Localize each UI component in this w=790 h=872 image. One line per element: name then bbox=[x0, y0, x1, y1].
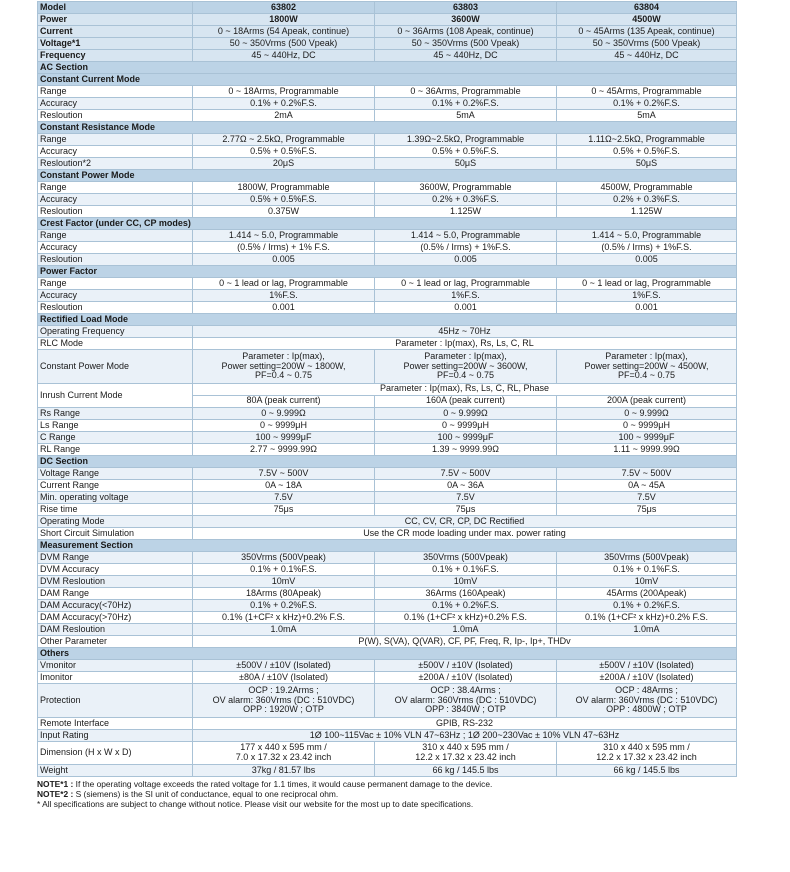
spec-row bbox=[38, 504, 737, 516]
row-value: OCP : 48Arms ; OV alarm: 360Vrms (DC : 510VDC) OPP : 4800W ; OTP bbox=[557, 684, 737, 718]
group-title: Constant Current Mode bbox=[38, 74, 737, 86]
row-value: 7.5V bbox=[557, 492, 737, 504]
row-value: 45 ~ 440Hz, DC bbox=[193, 50, 375, 62]
section-title: Measurement Section bbox=[38, 540, 737, 552]
row-value: 310 x 440 x 595 mm / 12.2 x 17.32 x 23.42 inch bbox=[375, 742, 557, 765]
row-label: Accuracy bbox=[38, 290, 193, 302]
row-label: Range bbox=[38, 134, 193, 146]
row-value: 1.125W bbox=[557, 206, 737, 218]
spec-row bbox=[38, 480, 737, 492]
row-label: DVM Accuracy bbox=[38, 564, 193, 576]
spec-row bbox=[38, 468, 737, 480]
row-value: 4500W, Programmable bbox=[557, 182, 737, 194]
group-title: Constant Power Mode bbox=[38, 170, 737, 182]
group-header bbox=[38, 74, 737, 86]
spec-row bbox=[38, 600, 737, 612]
spec-row bbox=[38, 158, 737, 170]
row-value-span: 1Ø 100~115Vac ± 10% VLN 47~63Hz ; 1Ø 200~230Vac ± 10% VLN 47~63Hz bbox=[193, 730, 737, 742]
row-value: 0.375W bbox=[193, 206, 375, 218]
section-title: AC Section bbox=[38, 62, 737, 74]
row-value: 2.77Ω ~ 2.5kΩ, Programmable bbox=[193, 134, 375, 146]
note-line bbox=[37, 799, 736, 809]
row-value: 1.0mA bbox=[193, 624, 375, 636]
spec-row bbox=[38, 742, 737, 765]
row-label: Rs Range bbox=[38, 408, 193, 420]
note-line bbox=[37, 779, 736, 789]
row-value: 0.1% + 0.2%F.S. bbox=[193, 600, 375, 612]
row-value: 0 ~ 1 lead or lag, Programmable bbox=[375, 278, 557, 290]
spec-row bbox=[38, 552, 737, 564]
row-value: 0A ~ 45A bbox=[557, 480, 737, 492]
note-text: If the operating voltage exceeds the rated voltage for 1.1 times, it would cause permanent damage to the device. bbox=[73, 779, 493, 789]
row-value: 75μs bbox=[193, 504, 375, 516]
row-value: 3600W, Programmable bbox=[375, 182, 557, 194]
note-text: S (siemens) is the SI unit of conductance, equal to one reciprocal ohm. bbox=[73, 789, 339, 799]
row-value: 10mV bbox=[557, 576, 737, 588]
row-label: Resloution bbox=[38, 110, 193, 122]
row-value: 1.414 ~ 5.0, Programmable bbox=[557, 230, 737, 242]
group-header bbox=[38, 170, 737, 182]
row-value: 0 ~ 9.999Ω bbox=[375, 408, 557, 420]
row-value: 0.1% + 0.2%F.S. bbox=[557, 600, 737, 612]
row-label: Imonitor bbox=[38, 672, 193, 684]
row-label: Current Range bbox=[38, 480, 193, 492]
row-value: 100 ~ 9999μF bbox=[375, 432, 557, 444]
row-value-span: P(W), S(VA), Q(VAR), CF, PF, Freq, R, Ip-, Ip+, THDv bbox=[193, 636, 737, 648]
spec-row bbox=[38, 660, 737, 672]
spec-row bbox=[38, 338, 737, 350]
spec-row bbox=[38, 420, 737, 432]
row-value: 45Arms (200Apeak) bbox=[557, 588, 737, 600]
row-value: 0.001 bbox=[193, 302, 375, 314]
row-label: DVM Range bbox=[38, 552, 193, 564]
row-label: Rise time bbox=[38, 504, 193, 516]
spec-row bbox=[38, 302, 737, 314]
group-title: Power Factor bbox=[38, 266, 737, 278]
row-value-span: 45Hz ~ 70Hz bbox=[193, 326, 737, 338]
spec-row bbox=[38, 684, 737, 718]
row-value: 0 ~ 9.999Ω bbox=[193, 408, 375, 420]
spec-row bbox=[38, 672, 737, 684]
row-value: 75μs bbox=[557, 504, 737, 516]
row-label: Protection bbox=[38, 684, 193, 718]
spec-row bbox=[38, 718, 737, 730]
row-value: ±80A / ±10V (Isolated) bbox=[193, 672, 375, 684]
spec-row bbox=[38, 516, 737, 528]
row-value: 0.005 bbox=[557, 254, 737, 266]
row-value: 1%F.S. bbox=[557, 290, 737, 302]
row-value: 0 ~ 18Arms (54 Apeak, continue) bbox=[193, 26, 375, 38]
row-label: Range bbox=[38, 230, 193, 242]
row-label: Range bbox=[38, 86, 193, 98]
row-value: 0.1% + 0.1%F.S. bbox=[375, 564, 557, 576]
row-value-span: Parameter : Ip(max), Rs, Ls, C, RL bbox=[193, 338, 737, 350]
row-value: 0 ~ 9999μH bbox=[557, 420, 737, 432]
spec-row bbox=[38, 26, 737, 38]
row-value: 0.5% + 0.5%F.S. bbox=[193, 194, 375, 206]
row-value: 0 ~ 1 lead or lag, Programmable bbox=[557, 278, 737, 290]
section-header bbox=[38, 62, 737, 74]
row-value: 350Vrms (500Vpeak) bbox=[557, 552, 737, 564]
row-value: 0.5% + 0.5%F.S. bbox=[375, 146, 557, 158]
row-label: RLC Mode bbox=[38, 338, 193, 350]
row-value-span: Parameter : Ip(max), Rs, Ls, C, RL, Phase bbox=[193, 384, 736, 396]
row-label: DAM Range bbox=[38, 588, 193, 600]
row-label: Resloution*2 bbox=[38, 158, 193, 170]
note-tag: NOTE*2 : bbox=[37, 789, 74, 799]
row-value-span: Use the CR mode loading under max. power rating bbox=[193, 528, 737, 540]
row-value: 50μS bbox=[375, 158, 557, 170]
row-value: Parameter : Ip(max), Power setting=200W ~ 1800W, PF=0.4 ~ 0.75 bbox=[193, 350, 375, 384]
row-value: ±500V / ±10V (Isolated) bbox=[557, 660, 737, 672]
row-label: Constant Power Mode bbox=[38, 350, 193, 384]
row-value: 0.005 bbox=[375, 254, 557, 266]
row-value: 50 ~ 350Vrms (500 Vpeak) bbox=[557, 38, 737, 50]
row-value: (0.5% / Irms) + 1% F.S. bbox=[193, 242, 375, 254]
row-value: 1.11Ω~2.5kΩ, Programmable bbox=[557, 134, 737, 146]
specification-table bbox=[37, 1, 737, 777]
spec-row bbox=[38, 254, 737, 266]
row-value: 0 ~ 36Arms (108 Apeak, continue) bbox=[375, 26, 557, 38]
section-header bbox=[38, 540, 737, 552]
row-label: DVM Resloution bbox=[38, 576, 193, 588]
row-value: OCP : 19.2Arms ; OV alarm: 360Vrms (DC : 510VDC) OPP : 1920W ; OTP bbox=[193, 684, 375, 718]
spec-row bbox=[38, 194, 737, 206]
row-label: Min. operating voltage bbox=[38, 492, 193, 504]
row-value: 50 ~ 350Vrms (500 Vpeak) bbox=[375, 38, 557, 50]
spec-row bbox=[38, 242, 737, 254]
row-value: 7.5V ~ 500V bbox=[375, 468, 557, 480]
group-header bbox=[38, 122, 737, 134]
row-value: 0.001 bbox=[375, 302, 557, 314]
row-value: (0.5% / Irms) + 1%F.S. bbox=[375, 242, 557, 254]
header-label: Model bbox=[38, 2, 193, 14]
row-value: 0 ~ 18Arms, Programmable bbox=[193, 86, 375, 98]
row-value: 0 ~ 9999μH bbox=[375, 420, 557, 432]
row-value: 0.1% (1+CF² x kHz)+0.2% F.S. bbox=[193, 612, 375, 624]
row-value: 7.5V bbox=[193, 492, 375, 504]
row-value: 36Arms (160Apeak) bbox=[375, 588, 557, 600]
row-value: 1.11 ~ 9999.99Ω bbox=[557, 444, 737, 456]
row-value: 75μs bbox=[375, 504, 557, 516]
row-label: DAM Accuracy(<70Hz) bbox=[38, 600, 193, 612]
spec-row bbox=[38, 636, 737, 648]
row-value: 0 ~ 36Arms, Programmable bbox=[375, 86, 557, 98]
row-value: 1%F.S. bbox=[193, 290, 375, 302]
row-value: 1.39 ~ 9999.99Ω bbox=[375, 444, 557, 456]
row-value: 1.0mA bbox=[375, 624, 557, 636]
row-value: ±500V / ±10V (Isolated) bbox=[193, 660, 375, 672]
group-header bbox=[38, 314, 737, 326]
group-header bbox=[38, 266, 737, 278]
row-value: 0.1% + 0.2%F.S. bbox=[193, 98, 375, 110]
row-label: Short Circuit Simulation bbox=[38, 528, 193, 540]
spec-row bbox=[38, 576, 737, 588]
spec-row bbox=[38, 624, 737, 636]
row-label: Operating Mode bbox=[38, 516, 193, 528]
row-value: 100 ~ 9999μF bbox=[193, 432, 375, 444]
row-label: Vmonitor bbox=[38, 660, 193, 672]
row-value: 0.1% + 0.2%F.S. bbox=[557, 98, 737, 110]
row-label: Accuracy bbox=[38, 98, 193, 110]
section-header bbox=[38, 648, 737, 660]
group-title: Crest Factor (under CC, CP modes) bbox=[38, 218, 737, 230]
row-value: 0.1% (1+CF² x kHz)+0.2% F.S. bbox=[557, 612, 737, 624]
row-value: 10mV bbox=[193, 576, 375, 588]
row-label: Accuracy bbox=[38, 146, 193, 158]
spec-row bbox=[38, 730, 737, 742]
model-name: 63804 bbox=[557, 2, 737, 14]
row-value: 177 x 440 x 595 mm / 7.0 x 17.32 x 23.42 inch bbox=[193, 742, 375, 765]
row-value: 37kg / 81.57 lbs bbox=[193, 765, 375, 777]
row-value: 0.1% + 0.2%F.S. bbox=[375, 98, 557, 110]
spec-row bbox=[38, 86, 737, 98]
row-value: Parameter : Ip(max), Power setting=200W ~ 3600W, PF=0.4 ~ 0.75 bbox=[375, 350, 557, 384]
row-value-split bbox=[193, 384, 737, 408]
note-line bbox=[37, 789, 736, 799]
row-value: ±200A / ±10V (Isolated) bbox=[375, 672, 557, 684]
row-value: 1.39Ω~2.5kΩ, Programmable bbox=[375, 134, 557, 146]
row-value: 7.5V ~ 500V bbox=[557, 468, 737, 480]
row-label: RL Range bbox=[38, 444, 193, 456]
row-value: 5mA bbox=[557, 110, 737, 122]
row-value: 45 ~ 440Hz, DC bbox=[557, 50, 737, 62]
row-value: 0.1% + 0.1%F.S. bbox=[557, 564, 737, 576]
spec-row bbox=[38, 528, 737, 540]
spec-row bbox=[38, 384, 737, 408]
row-value: 0A ~ 36A bbox=[375, 480, 557, 492]
spec-row bbox=[38, 134, 737, 146]
row-label: Ls Range bbox=[38, 420, 193, 432]
spec-row bbox=[38, 230, 737, 242]
spec-row bbox=[38, 206, 737, 218]
row-value: 45 ~ 440Hz, DC bbox=[375, 50, 557, 62]
row-value: 4500W bbox=[557, 14, 737, 26]
row-label: Accuracy bbox=[38, 242, 193, 254]
row-value: 5mA bbox=[375, 110, 557, 122]
row-label: Dimension (H x W x D) bbox=[38, 742, 193, 765]
spec-row bbox=[38, 408, 737, 420]
row-value: 0 ~ 1 lead or lag, Programmable bbox=[193, 278, 375, 290]
row-label: DAM Resloution bbox=[38, 624, 193, 636]
row-value: 1.0mA bbox=[557, 624, 737, 636]
specification-table-body bbox=[38, 2, 737, 777]
section-title: Others bbox=[38, 648, 737, 660]
row-label: Accuracy bbox=[38, 194, 193, 206]
row-label: Weight bbox=[38, 765, 193, 777]
row-label: Frequency bbox=[38, 50, 193, 62]
row-value: 0.2% + 0.3%F.S. bbox=[557, 194, 737, 206]
row-value: 80A (peak current) bbox=[193, 396, 375, 407]
row-value: Parameter : Ip(max), Power setting=200W ~ 4500W, PF=0.4 ~ 0.75 bbox=[557, 350, 737, 384]
row-value: 50 ~ 350Vrms (500 Vpeak) bbox=[193, 38, 375, 50]
row-value: 0 ~ 45Arms, Programmable bbox=[557, 86, 737, 98]
model-name: 63803 bbox=[375, 2, 557, 14]
row-value-span: CC, CV, CR, CP, DC Rectified bbox=[193, 516, 737, 528]
spec-row bbox=[38, 326, 737, 338]
row-label: Voltage*1 bbox=[38, 38, 193, 50]
row-value: 2.77 ~ 9999.99Ω bbox=[193, 444, 375, 456]
group-header bbox=[38, 218, 737, 230]
row-value: 1.125W bbox=[375, 206, 557, 218]
spec-row bbox=[38, 278, 737, 290]
row-label: Resloution bbox=[38, 206, 193, 218]
spec-row bbox=[38, 612, 737, 624]
spec-row bbox=[38, 564, 737, 576]
spec-row bbox=[38, 14, 737, 26]
row-value: (0.5% / Irms) + 1%F.S. bbox=[557, 242, 737, 254]
row-value: 160A (peak current) bbox=[375, 396, 557, 407]
model-name: 63802 bbox=[193, 2, 375, 14]
row-value: 350Vrms (500Vpeak) bbox=[193, 552, 375, 564]
row-label: Range bbox=[38, 182, 193, 194]
spec-row bbox=[38, 182, 737, 194]
row-label: Resloution bbox=[38, 254, 193, 266]
notes bbox=[37, 779, 736, 809]
row-value: ±500V / ±10V (Isolated) bbox=[375, 660, 557, 672]
section-header bbox=[38, 456, 737, 468]
row-value: 20μS bbox=[193, 158, 375, 170]
row-value: 66 kg / 145.5 lbs bbox=[375, 765, 557, 777]
row-label: C Range bbox=[38, 432, 193, 444]
row-label: Input Rating bbox=[38, 730, 193, 742]
row-value: 100 ~ 9999μF bbox=[557, 432, 737, 444]
row-label: DAM Accuracy(>70Hz) bbox=[38, 612, 193, 624]
row-value: 350Vrms (500Vpeak) bbox=[375, 552, 557, 564]
row-label: Range bbox=[38, 278, 193, 290]
row-value: 0.1% (1+CF² x kHz)+0.2% F.S. bbox=[375, 612, 557, 624]
row-label: Inrush Current Mode bbox=[38, 384, 193, 408]
spec-row bbox=[38, 444, 737, 456]
row-value: 0 ~ 45Arms (135 Apeak, continue) bbox=[557, 26, 737, 38]
row-value: 10mV bbox=[375, 576, 557, 588]
spec-sheet bbox=[37, 1, 736, 809]
row-value: 0.2% + 0.3%F.S. bbox=[375, 194, 557, 206]
header-row bbox=[38, 2, 737, 14]
row-value: 7.5V ~ 500V bbox=[193, 468, 375, 480]
spec-row bbox=[38, 146, 737, 158]
row-value: 310 x 440 x 595 mm / 12.2 x 17.32 x 23.42 inch bbox=[557, 742, 737, 765]
row-value: 18Arms (80Apeak) bbox=[193, 588, 375, 600]
row-value: 0.1% + 0.1%F.S. bbox=[193, 564, 375, 576]
spec-row bbox=[38, 765, 737, 777]
spec-row bbox=[38, 588, 737, 600]
row-label: Operating Frequency bbox=[38, 326, 193, 338]
spec-row bbox=[38, 50, 737, 62]
row-label: Remote Interface bbox=[38, 718, 193, 730]
row-value: 1.414 ~ 5.0, Programmable bbox=[193, 230, 375, 242]
row-value: 0.5% + 0.5%F.S. bbox=[193, 146, 375, 158]
row-value: 0 ~ 9.999Ω bbox=[557, 408, 737, 420]
row-value: 2mA bbox=[193, 110, 375, 122]
spec-row bbox=[38, 98, 737, 110]
row-value: 1800W bbox=[193, 14, 375, 26]
row-value: 50μS bbox=[557, 158, 737, 170]
row-value: 0.5% + 0.5%F.S. bbox=[557, 146, 737, 158]
row-value: ±200A / ±10V (Isolated) bbox=[557, 672, 737, 684]
row-value: 66 kg / 145.5 lbs bbox=[557, 765, 737, 777]
section-title: DC Section bbox=[38, 456, 737, 468]
spec-row bbox=[38, 38, 737, 50]
row-label: Current bbox=[38, 26, 193, 38]
row-value: 7.5V bbox=[375, 492, 557, 504]
row-value-span: GPIB, RS-232 bbox=[193, 718, 737, 730]
row-value: 1800W, Programmable bbox=[193, 182, 375, 194]
note-tag: NOTE*1 : bbox=[37, 779, 74, 789]
spec-row bbox=[38, 432, 737, 444]
row-label: Voltage Range bbox=[38, 468, 193, 480]
row-value: 3600W bbox=[375, 14, 557, 26]
row-value: 1%F.S. bbox=[375, 290, 557, 302]
spec-row bbox=[38, 492, 737, 504]
group-title: Rectified Load Mode bbox=[38, 314, 737, 326]
row-value: 0.001 bbox=[557, 302, 737, 314]
row-label: Resloution bbox=[38, 302, 193, 314]
group-title: Constant Resistance Mode bbox=[38, 122, 737, 134]
row-value: 200A (peak current) bbox=[606, 395, 687, 405]
row-value: OCP : 38.4Arms ; OV alarm: 360Vrms (DC : 510VDC) OPP : 3840W ; OTP bbox=[375, 684, 557, 718]
spec-row bbox=[38, 290, 737, 302]
row-value: 0A ~ 18A bbox=[193, 480, 375, 492]
row-value: 0.1% + 0.2%F.S. bbox=[375, 600, 557, 612]
row-label: Other Parameter bbox=[38, 636, 193, 648]
row-label: Power bbox=[38, 14, 193, 26]
spec-row bbox=[38, 350, 737, 384]
row-value: 1.414 ~ 5.0, Programmable bbox=[375, 230, 557, 242]
row-value: 0.005 bbox=[193, 254, 375, 266]
note-text: * All specifications are subject to change without notice. Please visit our website for the most up to date specifications. bbox=[37, 799, 474, 809]
row-value: 0 ~ 9999μH bbox=[193, 420, 375, 432]
spec-row bbox=[38, 110, 737, 122]
